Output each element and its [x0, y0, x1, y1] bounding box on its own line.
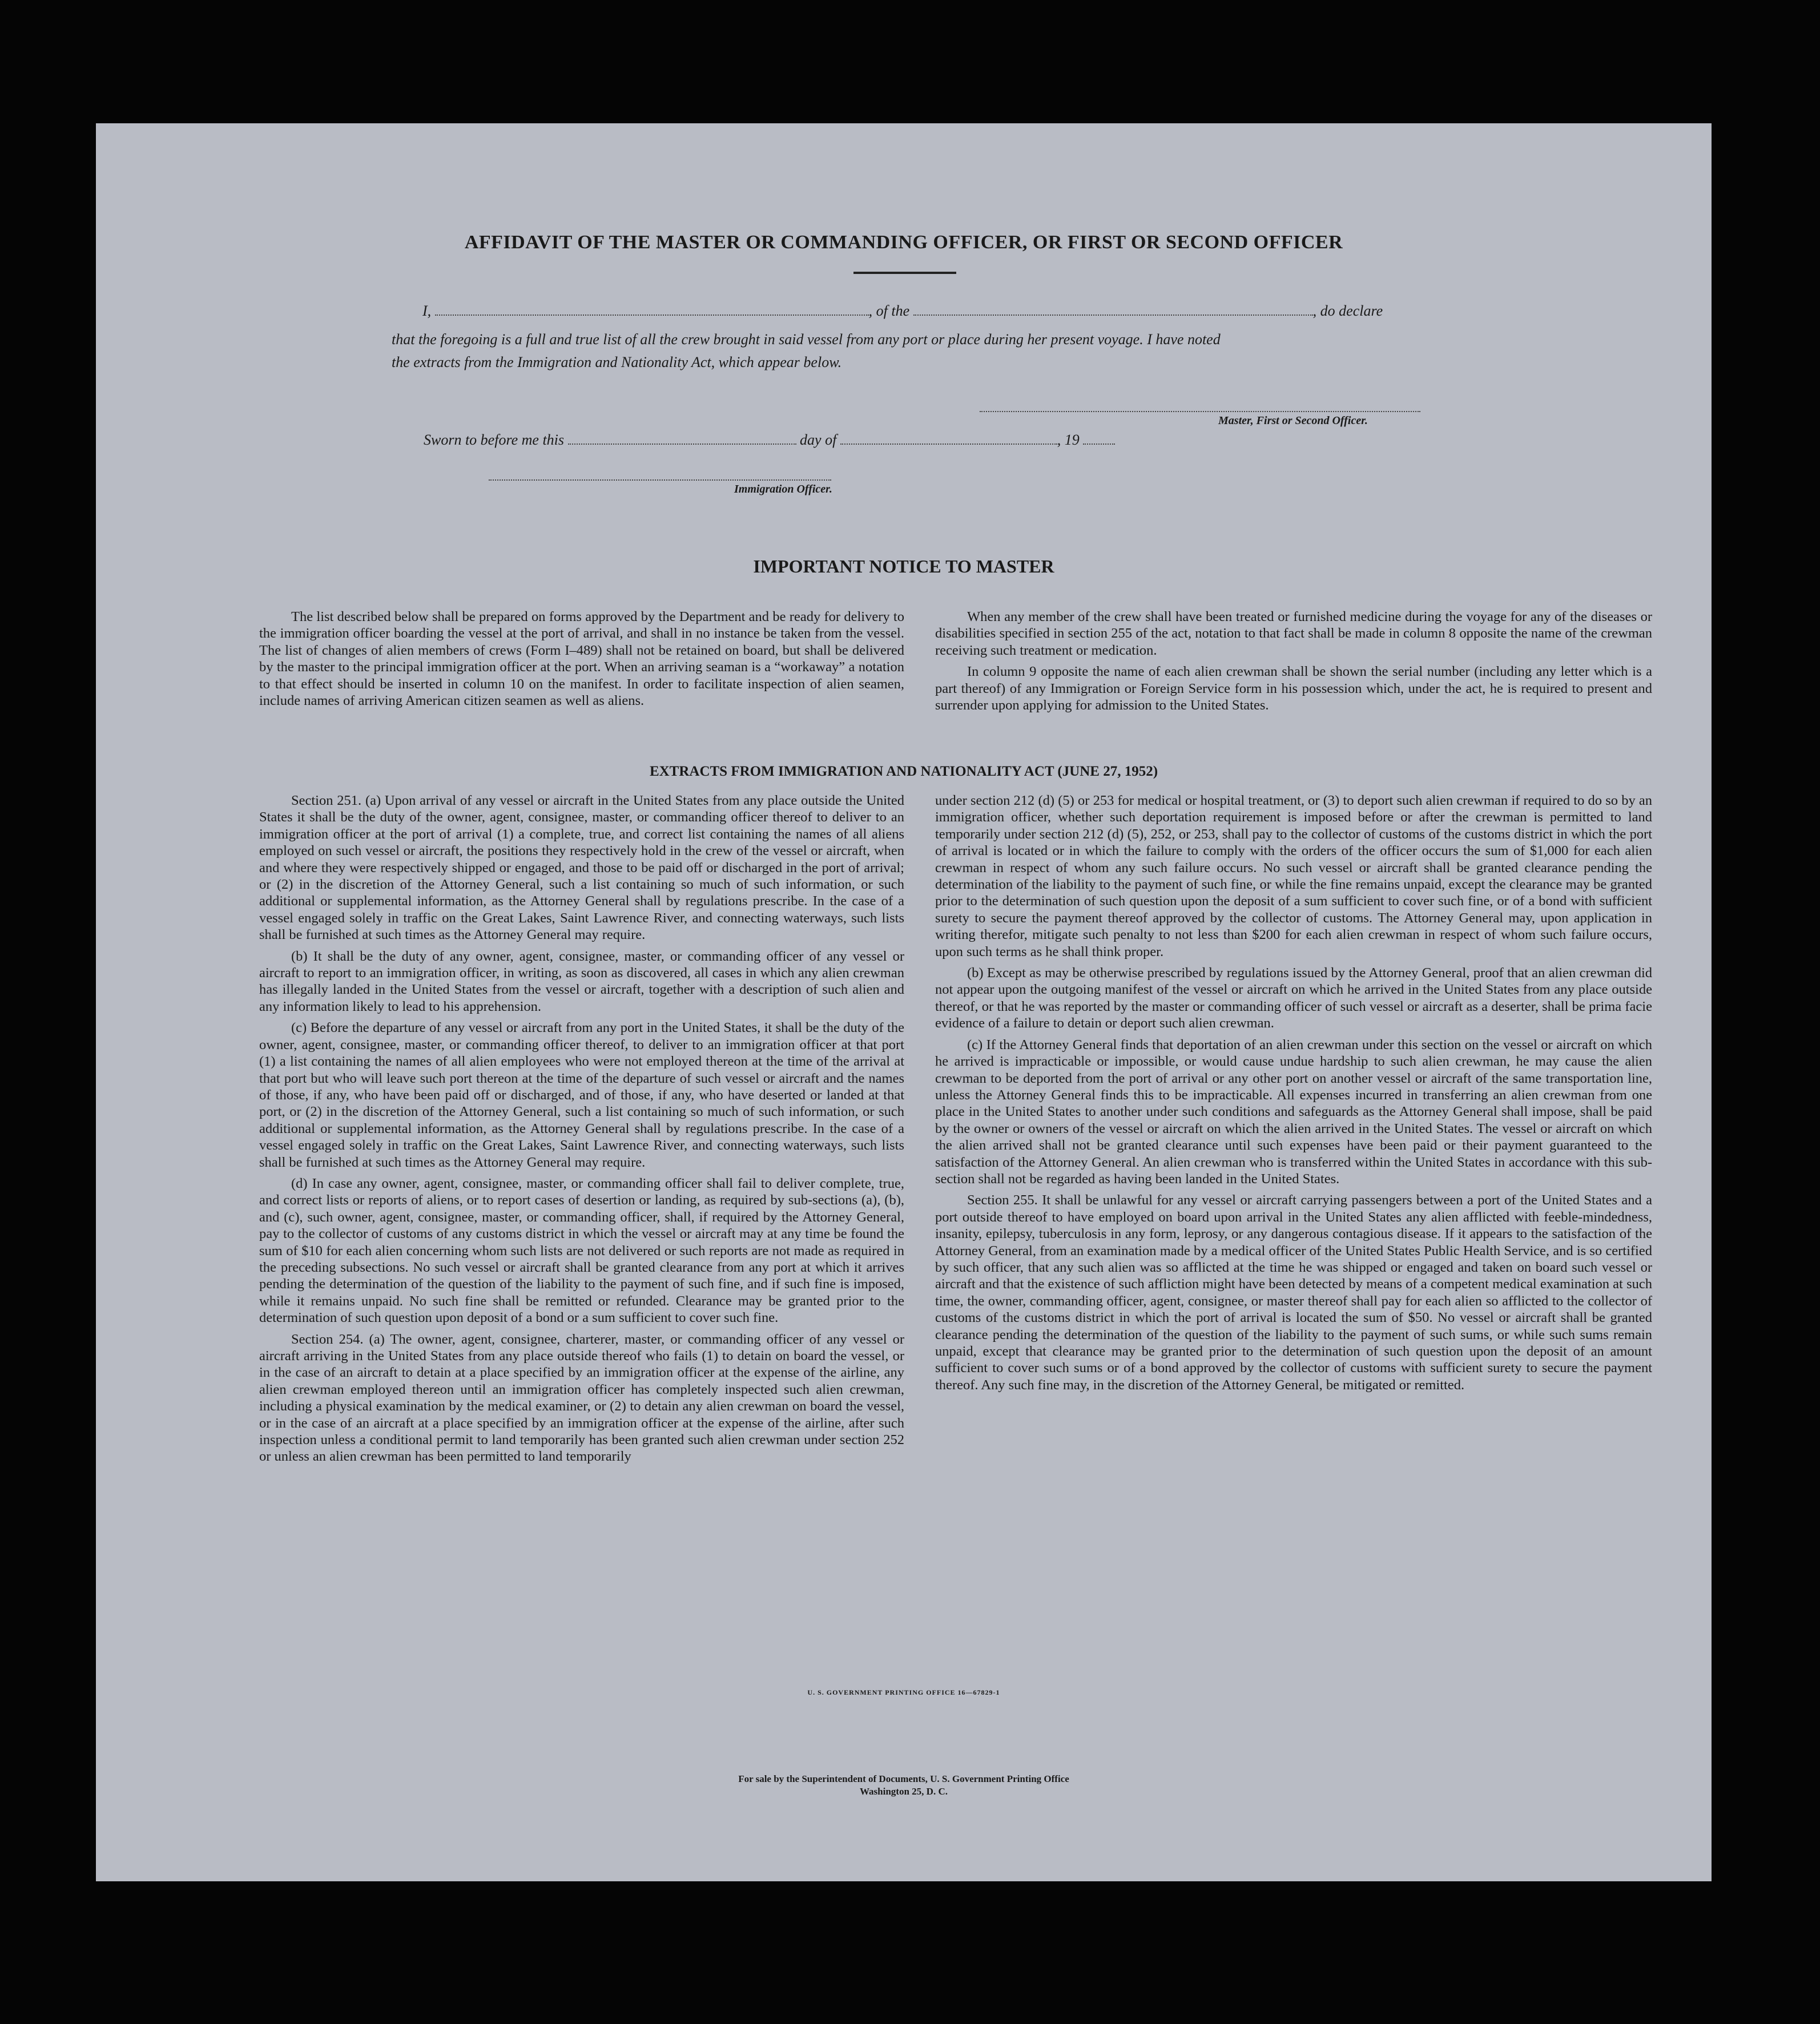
immigration-officer-label: Immigration Officer.	[734, 483, 832, 495]
declaration-line-1: that the foregoing is a full and true list of all the crew brought in said vessel from any port or place during her present voyage. I have noted	[392, 331, 1221, 348]
immigration-officer-signature-line[interactable]	[489, 479, 831, 481]
notice-title: IMPORTANT NOTICE TO MASTER	[753, 556, 1054, 576]
year-label: , 19	[1057, 432, 1080, 448]
master-name-field[interactable]	[435, 315, 869, 316]
sworn-day-field[interactable]	[568, 443, 796, 445]
day-of-label: day of	[800, 432, 837, 448]
statute-paragraph: (b) It shall be the duty of any owner, agent, consignee, master, or commanding officer of any vessel or aircraft to report to an immigration officer, in writing, as soon as discovered, all cases in which any alien crewman has illegally landed in the United States from the vessel or aircraft, together with a description of such alien and any information likely to lead to his apprehension.	[259, 948, 904, 1014]
notice-paragraph: In column 9 opposite the name of each alien crewman shall be shown the serial number (including any letter which is a part thereof) of any Immigration or Foreign Service form in his possession which, under the act, he is required to present and surrender upon applying for admission to the United States.	[935, 664, 1652, 713]
statute-paragraph: (b) Except as may be otherwise prescribed by regulations issued by the Attorney General, proof that an alien crewman did not appear upon the outgoing manifest of the vessel or aircraft on which he arrived in the United States from any place outside thereof, or that he was reported by the master or commanding officer of such vessel or aircraft as a deserter, shall be prima facie evidence of a failure to detain or deport such alien crewman.	[935, 965, 1652, 1031]
of-the-label: , of the	[868, 303, 910, 319]
notice-left-column	[259, 608, 904, 709]
extracts-left-column	[259, 792, 904, 1465]
sworn-year-field[interactable]	[1083, 443, 1115, 445]
statute-paragraph: (d) In case any owner, agent, consignee, master, or commanding officer shall fail to deliver complete, true, and correct lists or reports of aliens, or to report cases of desertion or landing, as required by sub-sections (a), (b), and (c), such owner, agent, consignee, master, or commanding officer, shall, if required by the Attorney General, pay to the collector of customs of any customs district in which the vessel or aircraft may at any time be found the sum of $10 for each alien concerning whom such lists are not delivered or such reports are not made as required in the preceding subsections. No such vessel or aircraft shall be granted clearance from any port at which it arrives pending the determination of the question of the liability to the payment of such fine, and if such fine is imposed, while it remains unpaid. No such fine shall be remitted or refunded. Clearance may be granted prior to the determination of such question upon deposit of a bond or a sum sufficient to cover such fine.	[259, 1175, 904, 1326]
do-declare-label: , do declare	[1312, 303, 1383, 319]
statute-paragraph: Section 254. (a) The owner, agent, consignee, charterer, master, or commanding officer of any vessel or aircraft arriving in the United States from any place outside thereof who fails (1) to detain on board the vessel, or in the case of an aircraft to detain at a place specified by an immigration officer at the expense of the airline, any alien crewman employed thereon until an immigration officer has completely inspected such alien crewman, including a physical examination by the medical examiner, or (2) to detain any alien crewman on board the vessel, or in the case of an aircraft at a place specified by an immigration officer at the expense of the airline, after such inspection unless a conditional permit to land temporarily has been granted such alien crewman under section 252 or unless an alien crewman has been permitted to land temporarily	[259, 1331, 904, 1465]
notice-paragraph: The list described below shall be prepared on forms approved by the Department and be ready for delivery to the immigration officer boarding the vessel at the port of arrival, and shall in no instance be taken from the vessel. The list of changes of alien members of crews (Form I–489) shall not be retained on board, but shall be delivered by the master to the principal immigration officer at the port. When an arriving seaman is a “workaway” a notation to that effect should be inserted in column 10 on the manifest. In order to facilitate inspection of alien seamen, include names of arriving American citizen seamen as well as aliens.	[259, 609, 904, 709]
notice-paragraph: When any member of the crew shall have been treated or furnished medicine during the voyage for any of the diseases or disabilities specified in section 255 of the act, notation to that fact shall be made in column 8 opposite the name of the crewman receiving such treatment or medication.	[935, 609, 1652, 658]
master-signature-line[interactable]	[980, 411, 1420, 412]
statute-paragraph: (c) Before the departure of any vessel or aircraft from any port in the United States, it shall be the duty of the owner, agent, consignee, master, or commanding officer thereof, to deliver to an immigration officer at that port (1) a list containing the names of all alien employees who were not employed thereon at the time of the arrival at that port but who will leave such port thereon at the time of the departure of such vessel or aircraft and the names of those, if any, who have been paid off or discharged, and of those, if any, who have deserted or landed at that port, or (2) in the discretion of the Attorney General, such a list containing so much of such information, or such additional or supplemental information, as the Attorney General shall by regulations prescribe. In the case of a vessel engaged solely in traffic on the Great Lakes, Saint Lawrence River, and connecting waterways, such lists shall be furnished at such times as the Attorney General may require.	[259, 1020, 904, 1170]
notice-right-column	[935, 608, 1652, 713]
extracts-right-column	[935, 792, 1652, 1393]
declaration-line-2: the extracts from the Immigration and Nationality Act, which appear below.	[392, 354, 842, 370]
declaration-fill-line	[422, 303, 1519, 320]
printing-office-imprint: U. S. GOVERNMENT PRINTING OFFICE 16—67829-1	[807, 1688, 1000, 1696]
statute-paragraph: Section 251. (a) Upon arrival of any vessel or aircraft in the United States from any place outside the United States it shall be the duty of the owner, agent, consignee, master, or commanding officer thereof to deliver to an immigration officer at the port of arrival (1) a complete, true, and correct list containing the names of all aliens employed on such vessel or aircraft, the positions they respectively hold in the crew of the vessel or aircraft, when and where they were respectively shipped or engaged, and those to be paid off or discharged in the port of arrival; or (2) in the discretion of the Attorney General, such a list containing so much of such information, or such additional or supplemental information, as the Attorney General shall by regulations prescribe. In the case of a vessel engaged solely in traffic on the Great Lakes, Saint Lawrence River, and connecting waterways, such lists shall be furnished at such times as the Attorney General may require.	[259, 793, 904, 943]
extracts-title: EXTRACTS FROM IMMIGRATION AND NATIONALITY ACT (JUNE 27, 1952)	[649, 764, 1158, 779]
i-label: I,	[422, 303, 432, 319]
sale-line-1: For sale by the Superintendent of Documents, U. S. Government Printing Office	[738, 1773, 1069, 1784]
affidavit-title: AFFIDAVIT OF THE MASTER OR COMMANDING OFFICER, OR FIRST OR SECOND OFFICER	[464, 232, 1343, 253]
statute-paragraph: under section 212 (d) (5) or 253 for medical or hospital treatment, or (3) to deport such alien crewman if required to do so by an immigration officer, whether such deportation requirement is imposed before or after the crewman is permitted to land temporarily under section 212 (d) (5), 252, or 253, shall pay to the collector of customs of the customs district in which the port of arrival is located or in which the failure to comply with the orders of the officer occurs the sum of $1,000 for each alien crewman in respect of whom any such failure occurs. No such vessel or aircraft shall be granted clearance pending the determination of the liability to the payment of such fine, or while the fine remains unpaid, except the clearance may be granted prior to the determination of such question upon the deposit of a sum sufficient to cover such fine, or of a bond with sufficient surety to secure the payment thereof approved by the collector of customs. The Attorney General may, upon application in writing therefor, mitigate such penalty to not less than $200 for each alien crewman in respect of whom such failure occurs, upon such terms as he shall think proper.	[935, 793, 1652, 959]
sworn-month-field[interactable]	[840, 443, 1057, 445]
statute-paragraph: Section 255. It shall be unlawful for any vessel or aircraft carrying passengers between a port of the United States and a port outside thereof to have employed on board upon arrival in the United States any alien afflicted with feeble-mindedness, insanity, epilepsy, tuberculosis in any form, leprosy, or any dangerous contagious disease. If it appears to the satisfaction of the Attorney General, from an examination made by a medical officer of the United States Public Health Service, and is so certified by such officer, that any such alien was so afflicted at the time he was shipped or engaged and taken on board such vessel or aircraft and that the existence of such affliction might have been detected by means of a competent medical examination at such time, the owner, commanding officer, agent, consignee, or master thereof shall pay for each alien so afflicted to the collector of customs of the customs district in which the port of arrival is located the sum of $50. No vessel or aircraft shall be granted clearance pending the determination of the question of the liability to the payment of such sums, or while such sums remain unpaid, except that clearance may be granted prior to the determination of such question upon the deposit of an amount sufficient to cover such sums or of a bond approved by the collector of customs with sufficient surety to secure the payment thereof. Any such fine may, in the discretion of the Attorney General, be mitigated or remitted.	[935, 1192, 1652, 1393]
master-signature-label: Master, First or Second Officer.	[1218, 414, 1368, 427]
sworn-label: Sworn to before me this	[424, 432, 565, 448]
vessel-name-field[interactable]	[913, 315, 1313, 316]
title-underline	[853, 272, 956, 274]
sale-notice	[96, 1773, 1712, 1798]
sworn-fill-line	[424, 432, 1115, 449]
statute-paragraph: (c) If the Attorney General finds that deportation of an alien crewman under this section on the vessel or aircraft on which he arrived is impracticable or impossible, or would cause undue hardship to such alien crewman, he may cause the alien crewman to be deported from the port of arrival or any other port on another vessel or aircraft of the same transportation line, unless the Attorney General finds this to be impracticable. All expenses incurred in transferring an alien crewman from one place in the United States to another under such conditions and safeguards as the Attorney General shall impose, shall be paid by the owner or owners of the vessel or aircraft on which the alien arrived in the United States. The vessel or aircraft on which the alien arrived shall not be granted clearance until such expenses have been paid or their payment guaranteed to the satisfaction of the Attorney General. An alien crewman who is transferred within the United States in accordance with this sub-section shall not be regarded as having been landed in the United States.	[935, 1037, 1652, 1187]
sale-line-2: Washington 25, D. C.	[860, 1786, 948, 1797]
form-sheet	[96, 123, 1712, 1881]
